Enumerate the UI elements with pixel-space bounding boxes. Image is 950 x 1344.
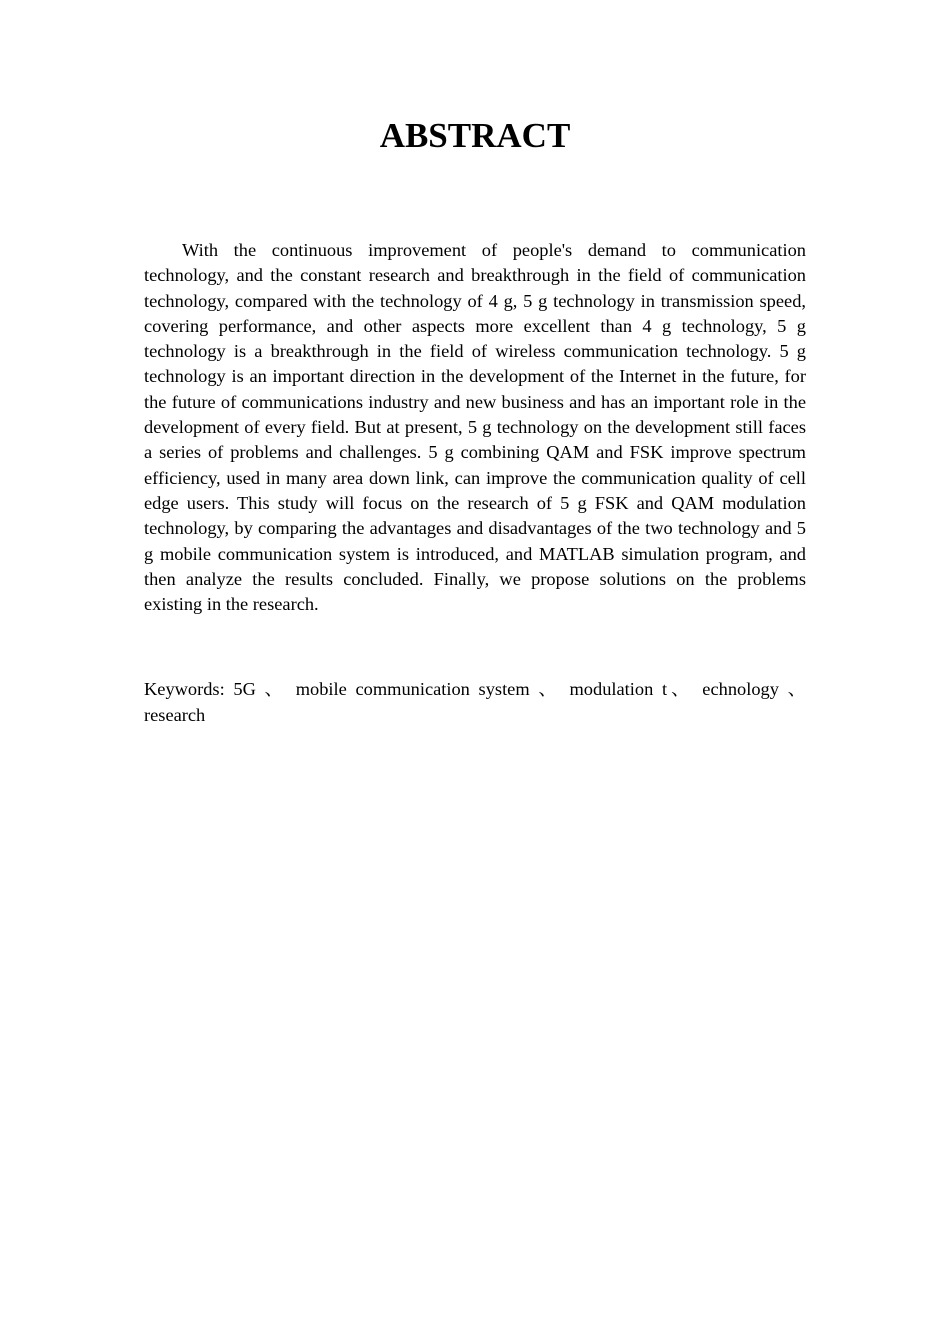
- abstract-paragraph: With the continuous improvement of people's demand to communication technology, and the constant research and breakthrough in the field of communication technology, compared with the technology of 4 g, 5 g technology in transmission speed, covering performance, and other aspects more excellent than 4 g technology, 5 g technology is a breakthrough in the field of wireless communication technology. 5 g technology is an important direction in the development of the Internet in the future, for the future of communications industry and new business and has an important role in the development of every field. But at present, 5 g technology on the development still faces a series of problems and challenges. 5 g combining QAM and FSK improve spectrum efficiency, used in many area down link, can improve the communication quality of cell edge users. This study will focus on the research of 5 g FSK and QAM modulation technology, by comparing the advantages and disadvantages of the two technology and 5 g mobile communication system is introduced, and MATLAB simulation program, and then analyze the results concluded. Finally, we propose solutions on the problems existing in the research.: [144, 240, 806, 615]
- keywords-line: Keywords: 5G 、 mobile communication system 、 modulation t、 echnology 、research: [144, 679, 806, 725]
- page-title: ABSTRACT: [379, 116, 571, 155]
